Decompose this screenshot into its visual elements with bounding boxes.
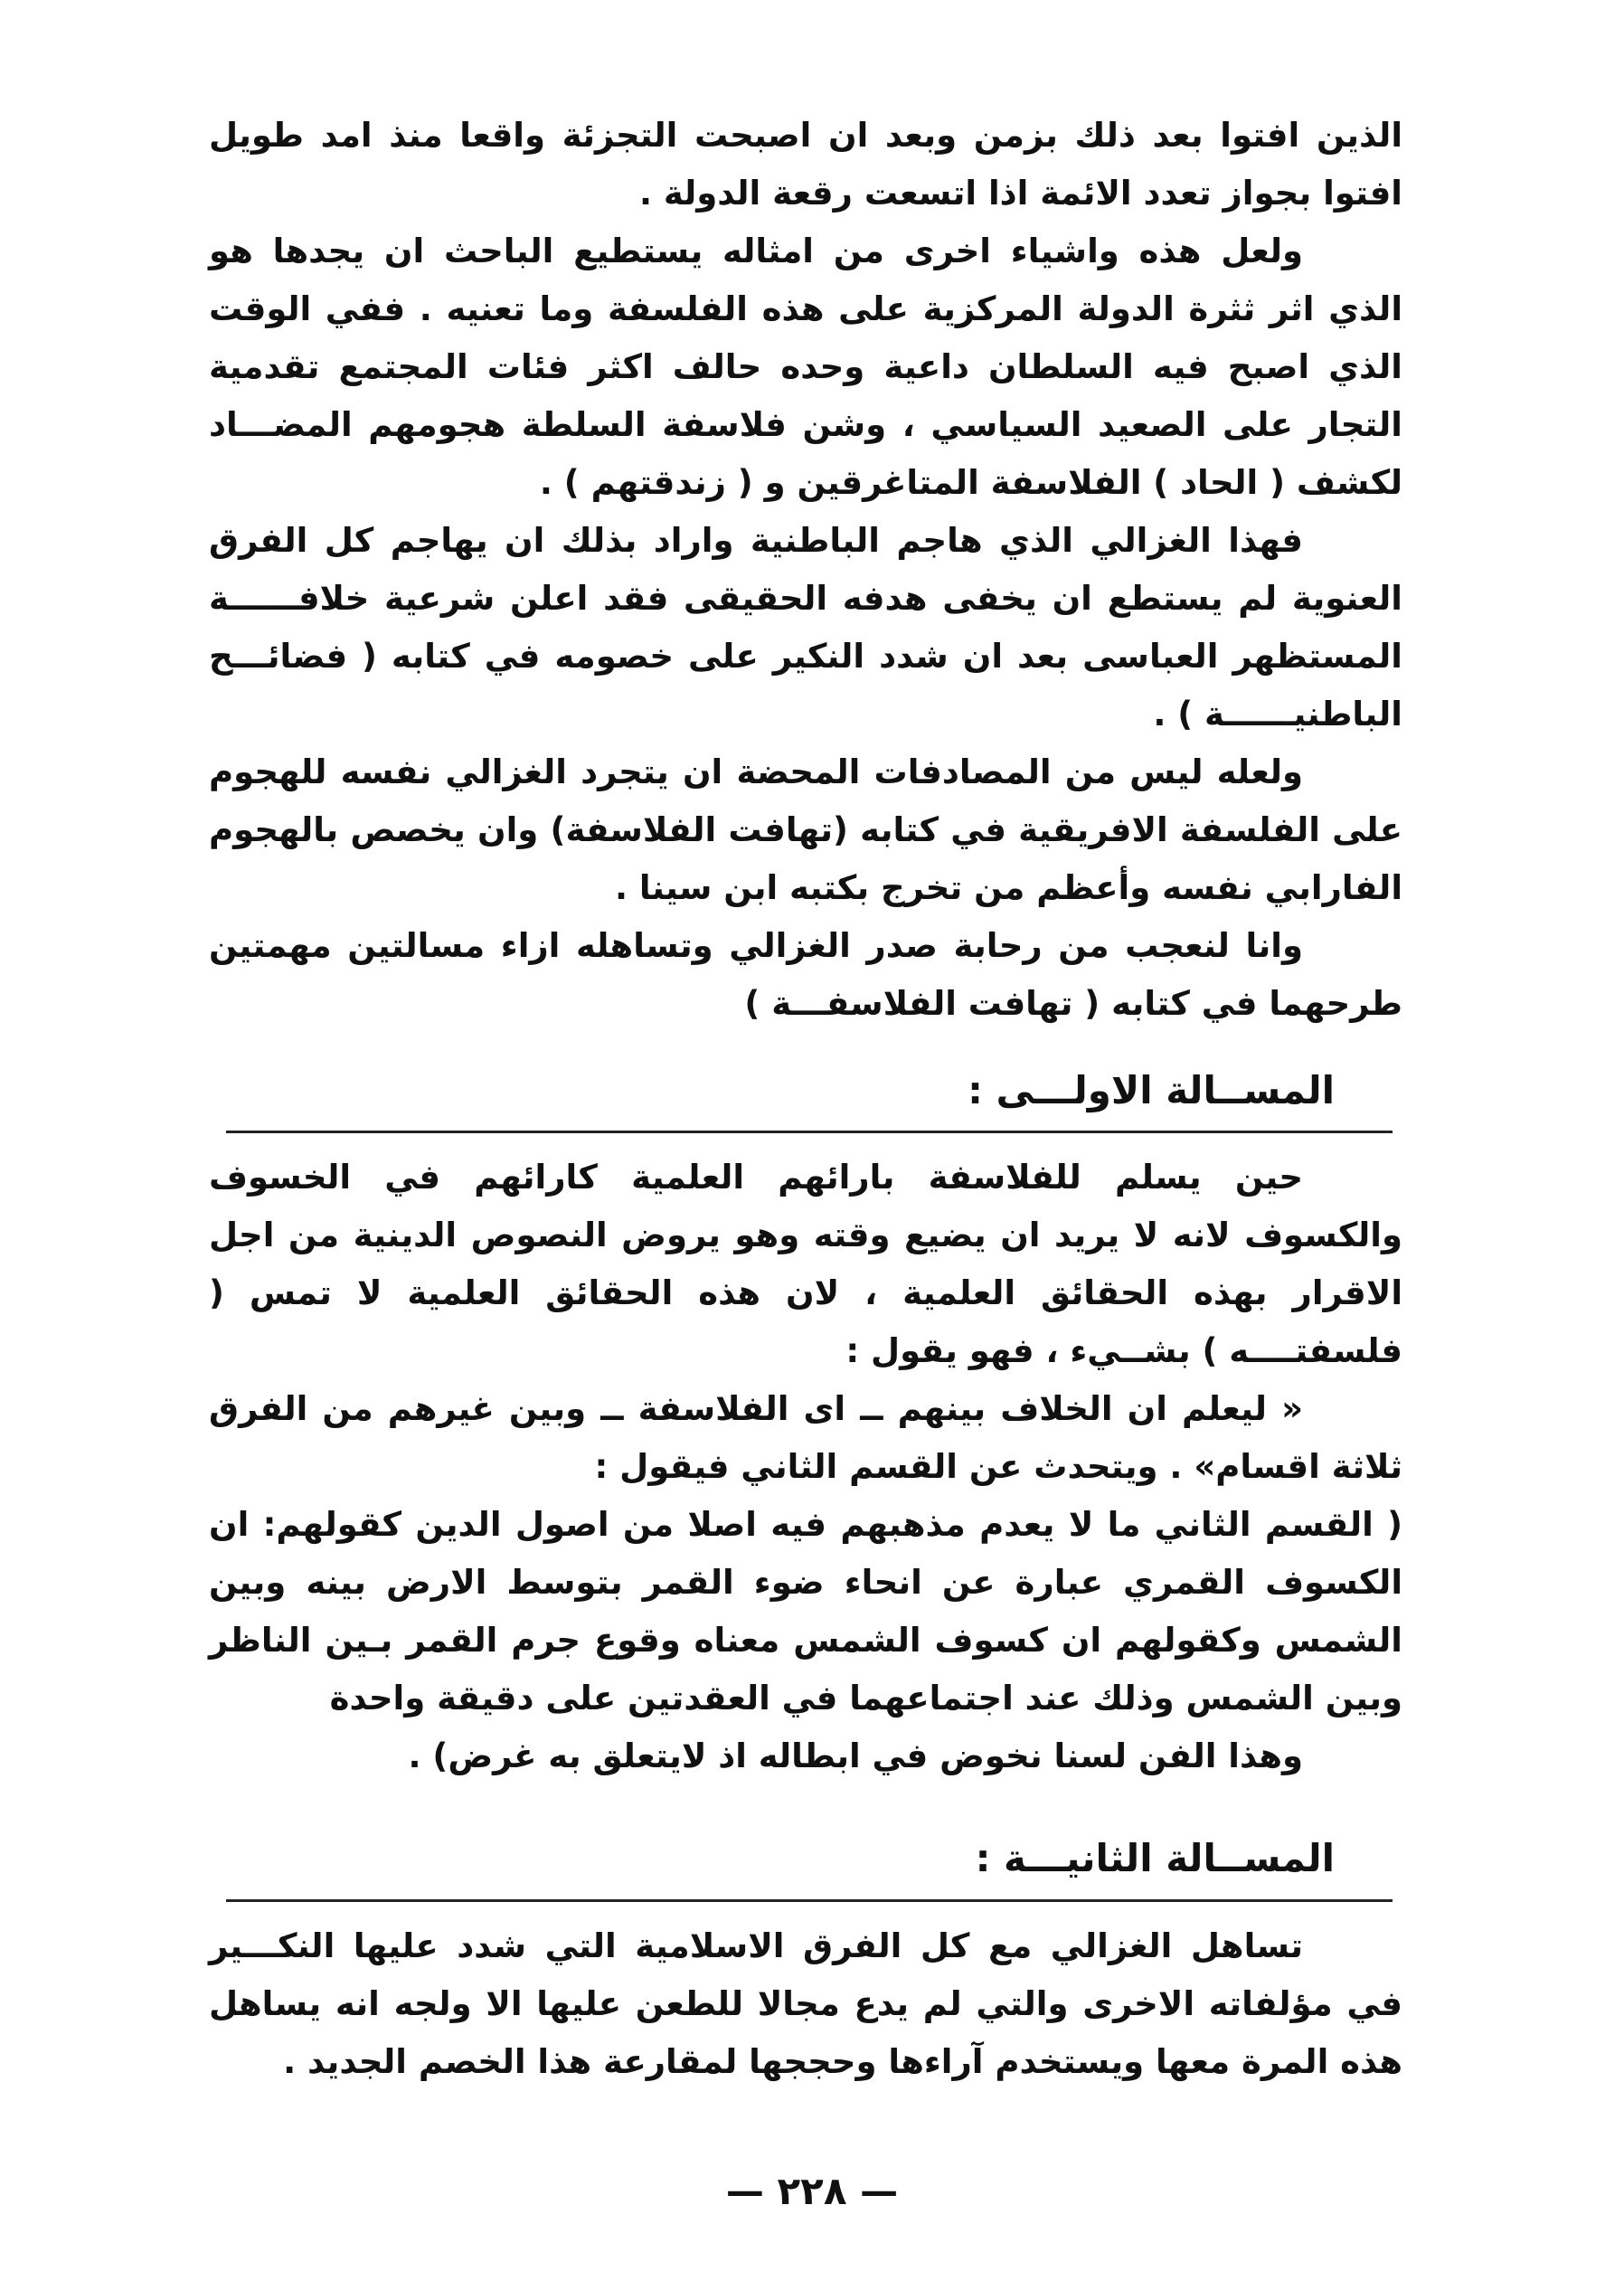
divider: [226, 1131, 1393, 1133]
paragraph: الذين افتوا بعد ذلك بزمن وبعد ان اصبحت التجزئة واقعا منذ امد طويل افتوا بجواز تعدد الائمة اذا اتسعت رقعة الدولة .: [209, 116, 1402, 213]
paragraph: فهذا الغزالي الذي هاجم الباطنية واراد بذلك ان يهاجم كل الفرق العنوية لم يستطع ان يخفى هدفه الحقيقى فقد اعلن شرعية خلافــــــة المستظهر العباسى بعد ان شدد النكير على خصومه في كتابه ( فضائـــح الباطنيــــــة ) .: [209, 521, 1402, 733]
paragraph: ( القسم الثاني ما لا يعدم مذهبهم فيه اصلا من اصول الدين كقولهم: ان الكسوف القمري عبارة عن انحاء ضوء القمر بتوسط الارض بينه وبين الشمس وكقولهم ان كسوف الشمس معناه وقوع جرم القمر بـين الناظر وبين الشمس وذلك عند اجتماعهما في العقدتين على دقيقة واحدة: [209, 1505, 1402, 1718]
paragraph: « ليعلم ان الخلاف بينهم ــ اى الفلاسفة ــ وبين غيرهم من الفرق ثلاثة اقسام» . ويتحدث عن القسم الثاني فيقول :: [209, 1389, 1402, 1486]
paragraph: تساهل الغزالي مع كل الفرق الاسلامية التي شدد عليها النكـــير في مؤلفاته الاخرى والتي لم يدع مجالا للطعن عليها الا ولجه انه يساهل هذه المرة معها ويستخدم آراءها وحججها لمقارعة هذا الخصم الجديد .: [209, 1926, 1402, 2081]
section-heading-second: المســالة الثانيـــة :: [975, 1836, 1335, 1880]
page-number: — ٢٢٨ —: [725, 2169, 899, 2213]
body-text-middle: [209, 1149, 1402, 1785]
paragraph: ولعل هذه واشياء اخرى من امثاله يستطيع الباحث ان يجدها هو الذي اثر ثثرة الدولة المركزية على هذه الفلسفة وما تعنيه . ففي الوقت الذي اصبح فيه السلطان داعية وحده حالف اكثر فئات المجتمع تقدمية التجار على الصعيد السياسي ، وشن فلاسفة السلطة هجومهم المضـــاد لكشف ( الحاد ) الفلاسفة المتاغرقين و ( زندقتهم ) .: [209, 232, 1402, 502]
paragraph: وانا لنعجب من رحابة صدر الغزالي وتساهله ازاء مسالتين مهمتين طرحهما في كتابه ( تهافت الفلاسفـــة ): [209, 926, 1402, 1023]
paragraph: ولعله ليس من المصادفات المحضة ان يتجرد الغزالي نفسه للهجوم على الفلسفة الافريقية في كتابه (تهافت الفلاسفة) وان يخصص بالهجوم الفارابي نفسه وأعظم من تخرج بكتبه ابن سينا .: [209, 752, 1402, 907]
section-heading-first: المســالة الاولـــى :: [968, 1068, 1335, 1112]
paragraph: وهذا الفن لسنا نخوض في ابطاله اذ لايتعلق به غرض) .: [408, 1736, 1303, 1775]
divider: [226, 1899, 1393, 1902]
body-text-top: [209, 107, 1402, 1033]
paragraph: حين يسلم للفلاسفة بارائهم العلمية كارائهم في الخسوف والكسوف لانه لا يريد ان يضيع وقته وهو يروض النصوص الدينية من اجل الاقرار بهذه الحقائق العلمية ، لان هذه الحقائق العلمية لا تمس ( فلسفتــــه ) بشــيء ، فهو يقول :: [209, 1158, 1402, 1370]
body-text-bottom: [209, 1917, 1402, 2091]
